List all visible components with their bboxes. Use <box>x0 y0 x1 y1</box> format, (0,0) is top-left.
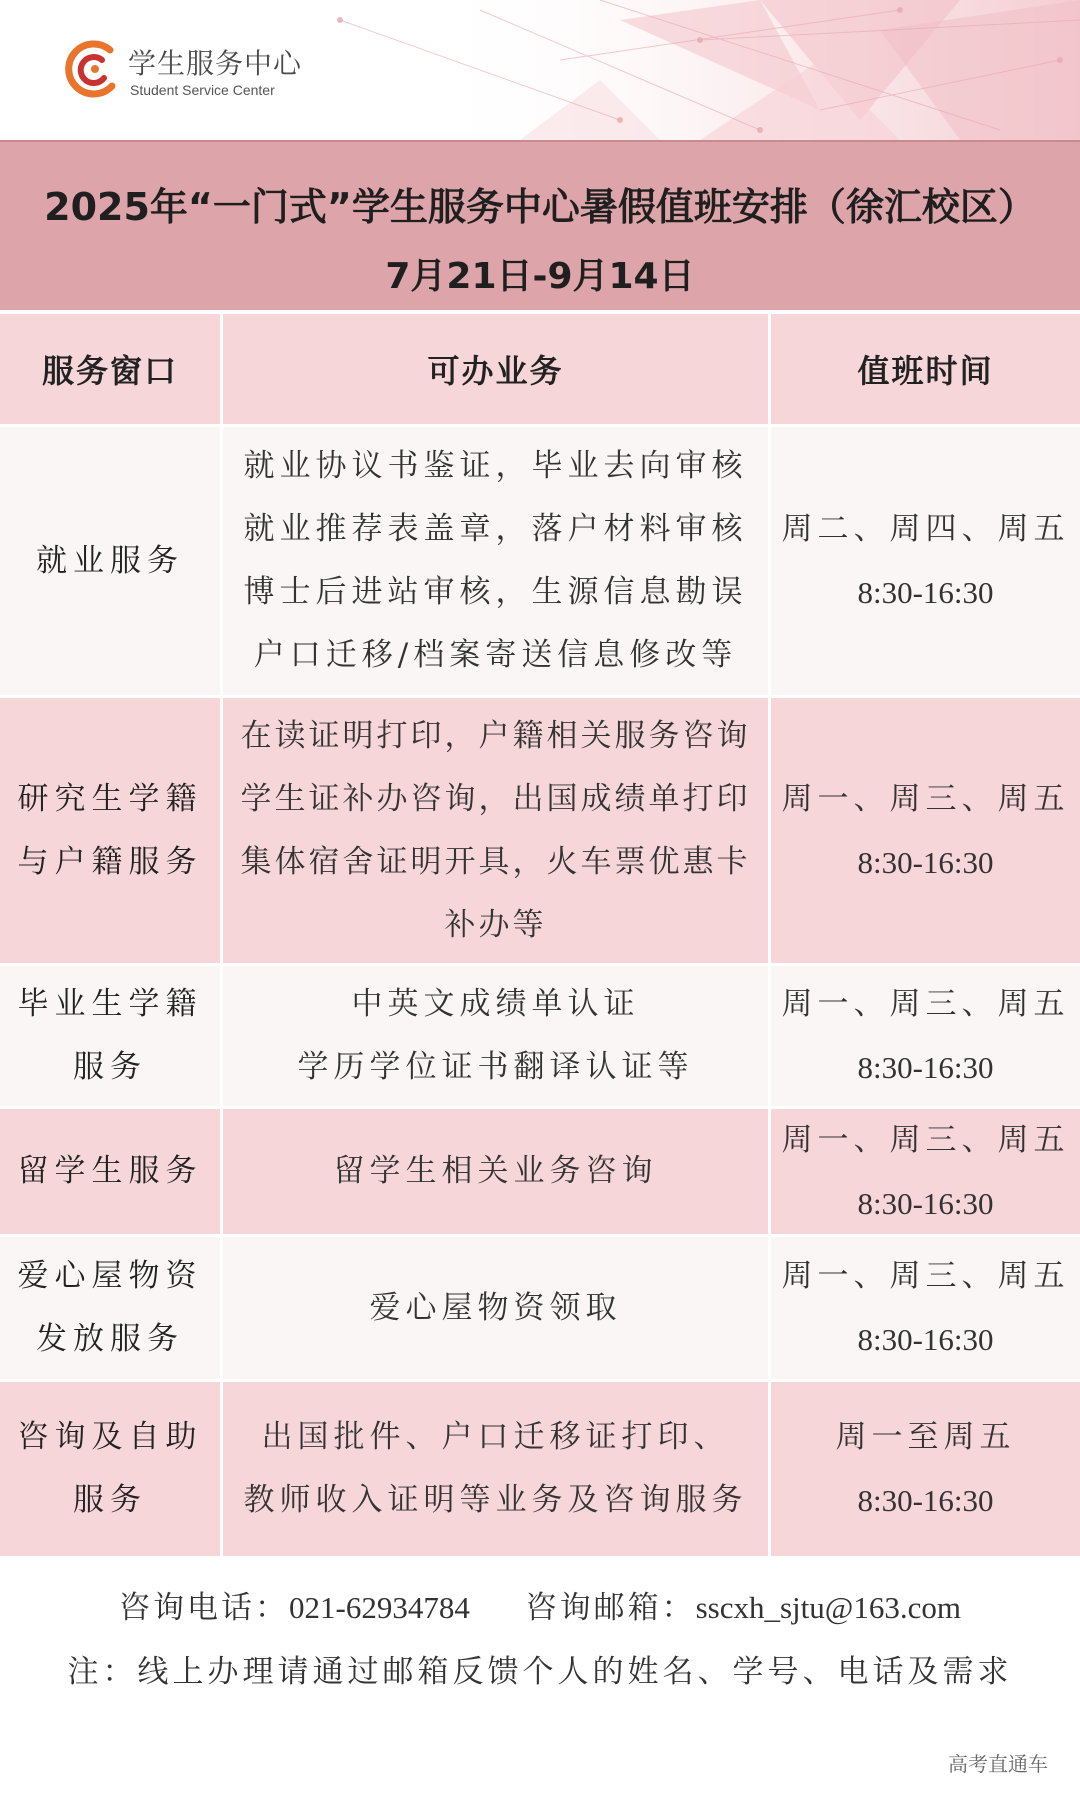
header-business: 可办业务 <box>223 314 768 424</box>
contact-line <box>0 1582 1080 1627</box>
service-window-cell <box>0 966 220 1106</box>
business-cell <box>223 1109 768 1234</box>
business-line: 爱心屋物资领取 <box>369 1289 622 1326</box>
service-window-cell <box>0 1109 220 1234</box>
title-block <box>0 140 1080 310</box>
duty-days: 周一至周五 <box>835 1419 1016 1455</box>
business-line: 就业推荐表盖章，落户材料审核 <box>243 511 748 547</box>
service-window-name: 服务 <box>73 1482 147 1518</box>
business-line: 就业协议书鉴证，毕业去向审核 <box>243 448 748 484</box>
business-line: 学历学位证书翻译认证等 <box>297 1049 694 1085</box>
table-header-row <box>0 314 1080 424</box>
watermark: 高考直通车 <box>948 1752 1048 1776</box>
business-cell <box>223 1382 768 1556</box>
business-line: 集体宿舍证明开具，火车票优惠卡 <box>240 843 751 880</box>
table-row <box>0 427 1080 695</box>
business-cell <box>223 698 768 963</box>
service-window-name: 毕业生学籍 <box>17 986 203 1022</box>
header <box>0 0 1080 140</box>
business-line: 教师收入证明等业务及咨询服务 <box>243 1482 748 1518</box>
business-line: 出国批件、户口迁移证打印、 <box>261 1419 730 1455</box>
phone-number: 021-62934784 <box>289 1590 470 1625</box>
duty-hours: 8:30-16:30 <box>857 575 994 610</box>
table-row <box>0 966 1080 1106</box>
logo-chinese-text: 学生服务中心 <box>128 47 303 80</box>
duty-hours: 8:30-16:30 <box>857 844 994 880</box>
logo-english-text: Student Service Center <box>130 82 275 98</box>
table-row <box>0 1109 1080 1234</box>
service-window-cell <box>0 698 220 963</box>
service-window-name: 就业服务 <box>36 542 184 579</box>
header-duty-time: 值班时间 <box>771 314 1080 424</box>
duty-time-cell <box>771 966 1080 1106</box>
service-window-cell <box>0 427 220 695</box>
table-row <box>0 1237 1080 1379</box>
table-row <box>0 1382 1080 1556</box>
duty-days: 周二、周四、周五 <box>781 511 1070 547</box>
business-cell <box>223 427 768 695</box>
business-line: 学生证补办咨询，出国成绩单打印 <box>240 780 751 817</box>
contact-footer <box>0 1556 1080 1728</box>
duty-hours: 8:30-16:30 <box>857 1185 994 1221</box>
page-title: 2025年“一门式”学生服务中心暑假值班安排（徐汇校区） <box>44 185 1036 229</box>
service-window-cell <box>0 1382 220 1556</box>
service-window-name: 留学生服务 <box>17 1153 203 1189</box>
duty-days: 周一、周三、周五 <box>781 780 1070 817</box>
business-cell <box>223 1237 768 1379</box>
service-window-name: 与户籍服务 <box>17 843 203 880</box>
service-window-name: 发放服务 <box>36 1321 184 1357</box>
business-line: 中英文成绩单认证 <box>351 986 640 1022</box>
business-line: 补办等 <box>444 906 547 943</box>
duty-hours: 8:30-16:30 <box>857 1322 994 1357</box>
email-address: sscxh_sjtu@163.com <box>695 1590 961 1625</box>
service-window-name: 研究生学籍 <box>17 780 203 817</box>
duty-time-cell <box>771 427 1080 695</box>
duty-days: 周一、周三、周五 <box>781 1258 1070 1294</box>
business-line: 在读证明打印，户籍相关服务咨询 <box>240 717 751 754</box>
business-cell <box>223 966 768 1106</box>
email-label: 咨询邮箱： <box>525 1590 696 1626</box>
table-row <box>0 698 1080 963</box>
duty-hours: 8:30-16:30 <box>857 1483 994 1518</box>
online-note: 注：线上办理请通过邮箱反馈个人的姓名、学号、电话及需求 <box>67 1654 1013 1690</box>
date-range: 7月21日-9月14日 <box>385 256 695 297</box>
phone-label: 咨询电话： <box>119 1590 290 1626</box>
duty-time-cell <box>771 1109 1080 1234</box>
logo <box>62 38 392 102</box>
duty-time-cell <box>771 698 1080 963</box>
logo-mark-icon <box>62 38 124 100</box>
business-line: 户口迁移/档案寄送信息修改等 <box>253 637 738 673</box>
business-line: 留学生相关业务咨询 <box>333 1153 658 1189</box>
duty-time-cell <box>771 1382 1080 1556</box>
service-window-name: 服务 <box>73 1049 147 1085</box>
business-line: 博士后进站审核，生源信息勘误 <box>243 574 748 610</box>
service-window-name: 咨询及自助 <box>17 1419 203 1455</box>
service-window-cell <box>0 1237 220 1379</box>
duty-hours: 8:30-16:30 <box>857 1050 994 1085</box>
duty-days: 周一、周三、周五 <box>781 1121 1070 1158</box>
service-window-name: 爱心屋物资 <box>17 1258 203 1294</box>
duty-time-cell <box>771 1237 1080 1379</box>
header-service-window: 服务窗口 <box>0 314 220 424</box>
duty-days: 周一、周三、周五 <box>781 986 1070 1022</box>
